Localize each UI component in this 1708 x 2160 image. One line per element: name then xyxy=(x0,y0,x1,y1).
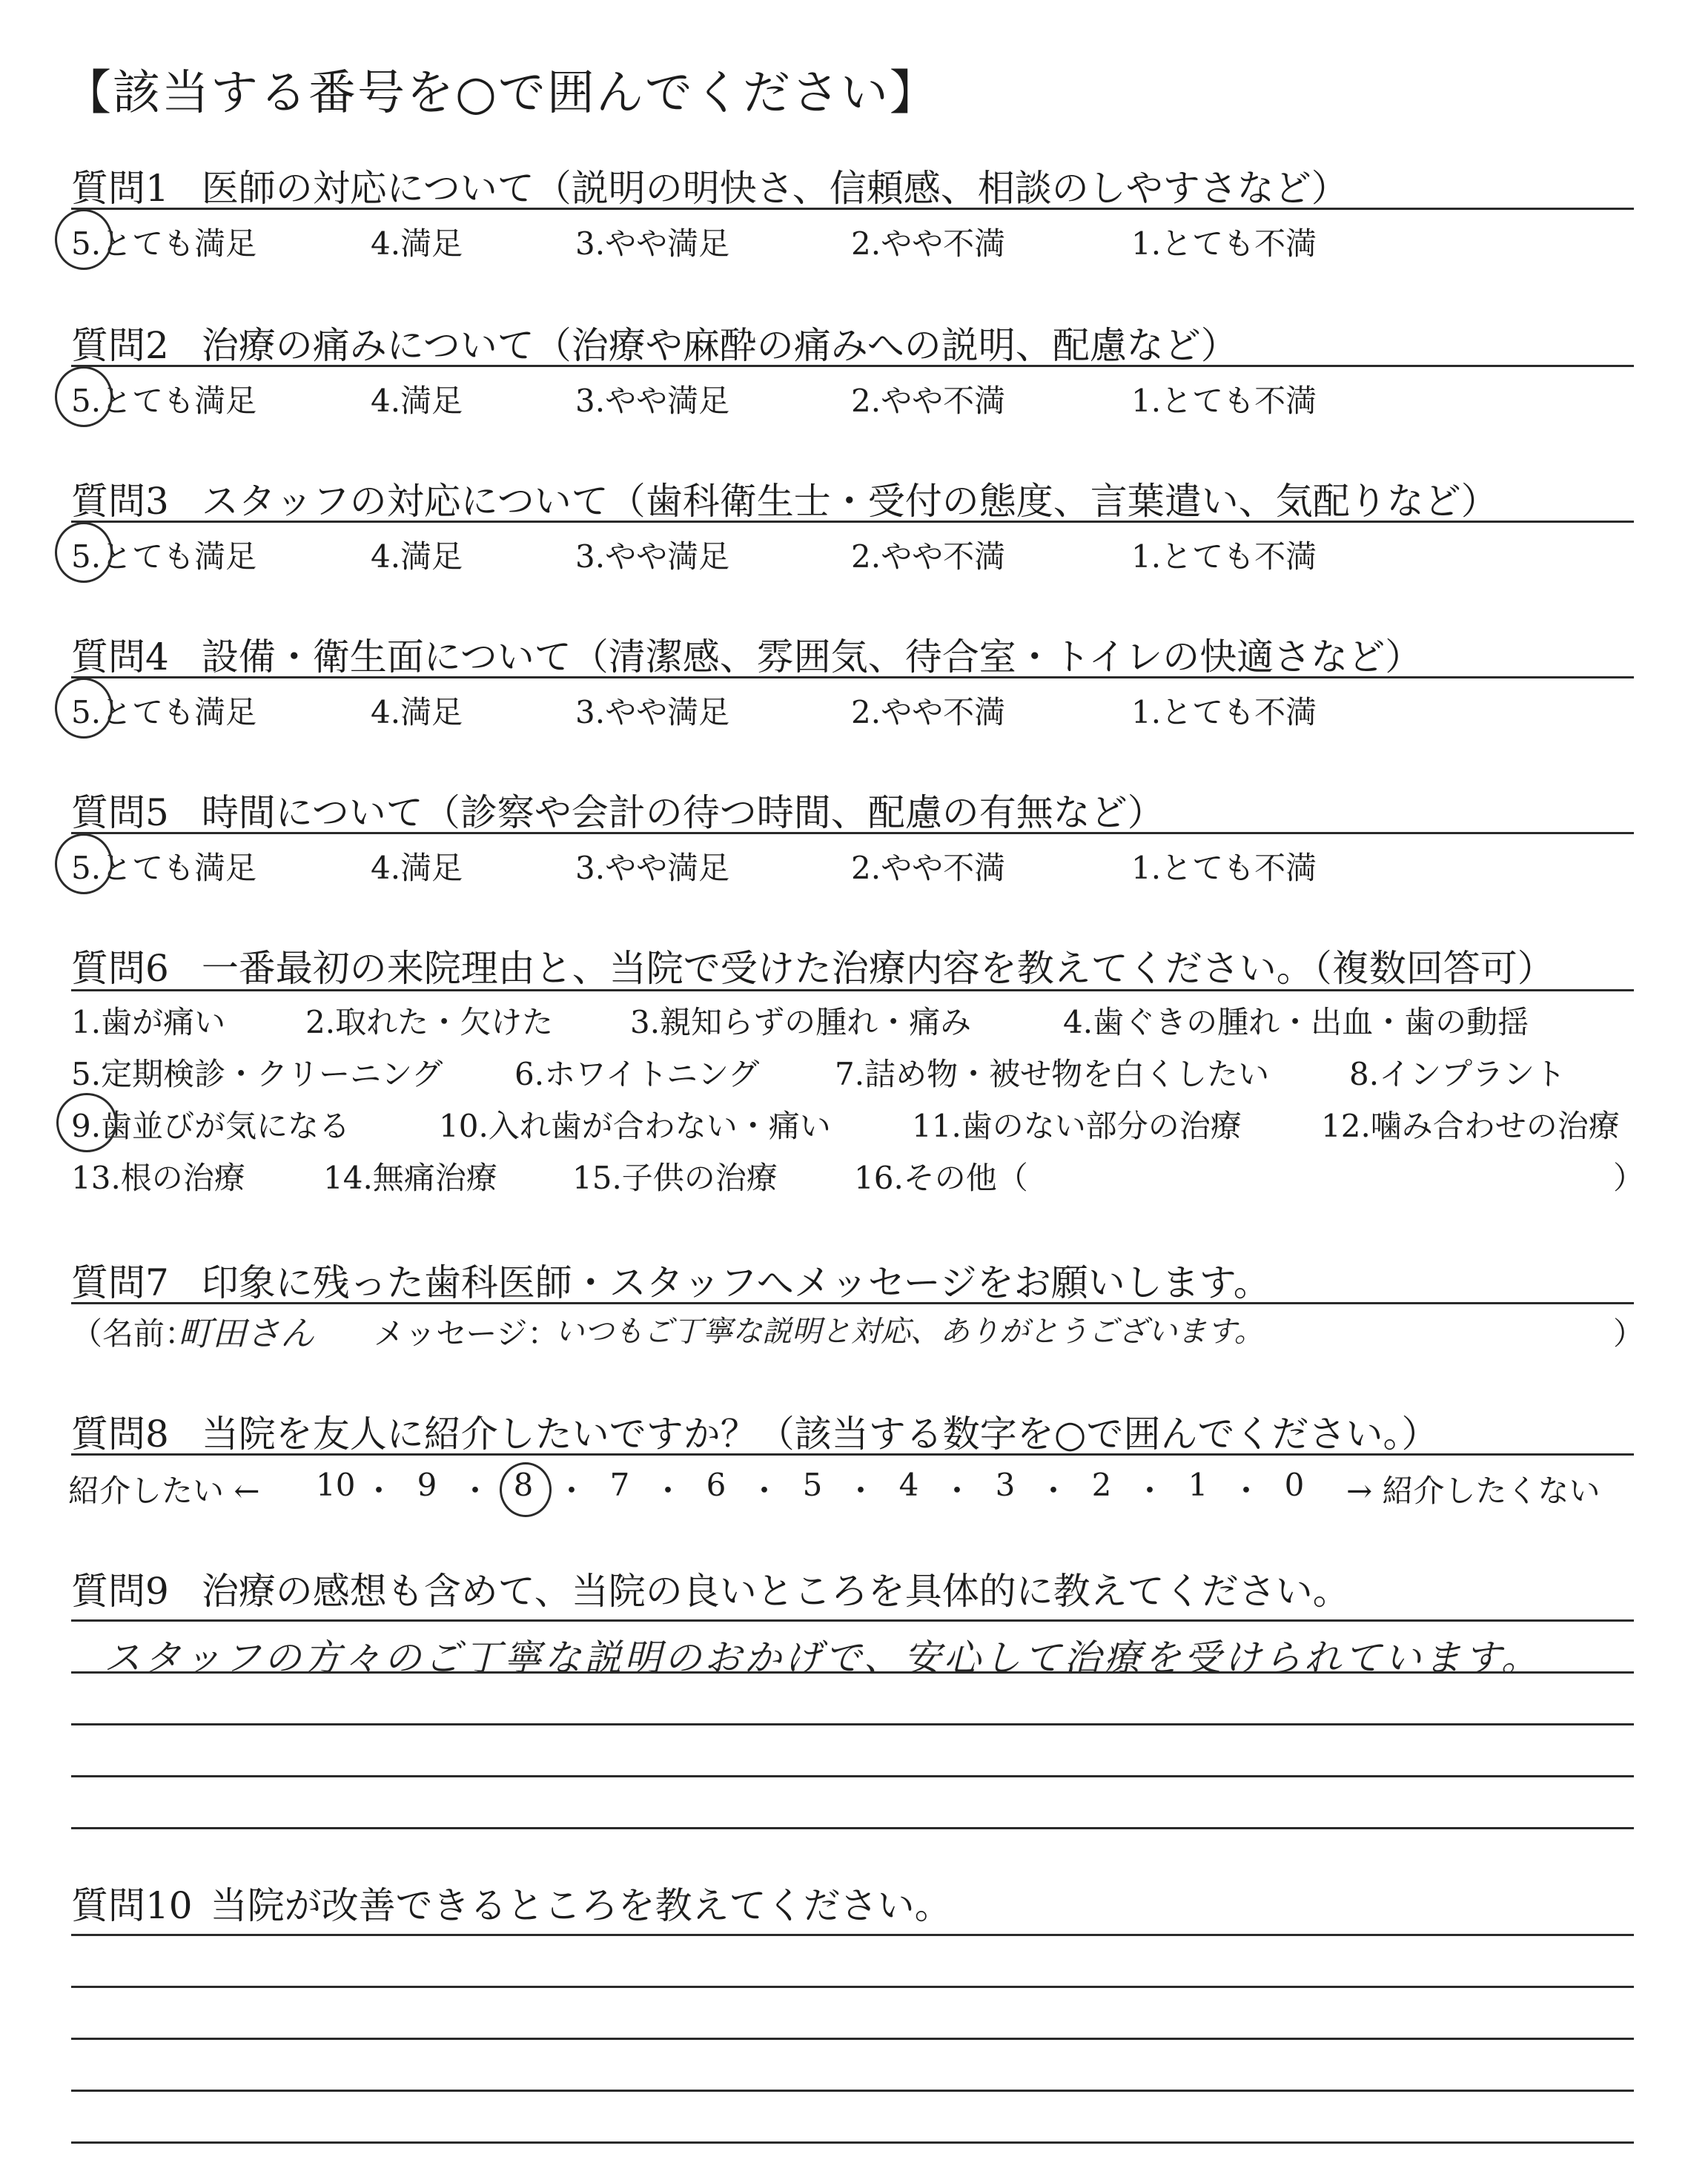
question-2-option[interactable]: 1.とても不満 xyxy=(1131,383,1317,419)
q6-option[interactable]: 1.歯が痛い xyxy=(71,1004,226,1040)
form-title: 【該当する番号を○で囲んでください】 xyxy=(64,66,939,121)
question-2-header xyxy=(71,316,1238,369)
question-5-rule xyxy=(71,832,1634,834)
question-5-option[interactable]: 1.とても不満 xyxy=(1131,850,1317,886)
q8-separator: ・ xyxy=(845,1473,877,1509)
q6-option[interactable]: 2.取れた・欠けた xyxy=(305,1004,554,1040)
question-3-option[interactable]: 5.とても満足 xyxy=(71,538,257,575)
question-5-option[interactable]: 3.やや満足 xyxy=(575,850,730,886)
q6-label: 質問6 xyxy=(71,947,169,990)
question-4-rule xyxy=(71,676,1634,678)
q6-selected-circle xyxy=(56,1093,117,1152)
question-text: 時間について（診察や会計の待つ時間、配慮の有無など） xyxy=(201,791,1165,834)
q6-option[interactable]: 9.歯並びが気になる xyxy=(71,1108,351,1144)
question-4-option[interactable]: 1.とても不満 xyxy=(1131,694,1317,730)
q10-line-1 xyxy=(71,1934,1634,1936)
q8-separator: ・ xyxy=(1134,1473,1166,1509)
question-3-answer-circle xyxy=(55,522,113,583)
question-3-header xyxy=(71,472,1498,525)
question-1-option[interactable]: 1.とても不満 xyxy=(1131,225,1317,262)
q6-header xyxy=(71,939,1555,992)
q7-close-paren: ） xyxy=(1613,1315,1645,1352)
q8-scale-value[interactable]: 7 xyxy=(609,1467,630,1503)
question-text: 医師の対応について（説明の明快さ、信頼感、相談のしやすさなど） xyxy=(201,167,1348,210)
q9-line-5 xyxy=(71,1827,1634,1829)
q6-other-close-paren: ） xyxy=(1613,1160,1645,1196)
q7-message-value[interactable]: いつもご丁寧な説明と対応、ありがとうございます。 xyxy=(555,1315,1264,1349)
question-1-rule xyxy=(71,208,1634,210)
question-1-header xyxy=(71,159,1348,212)
q8-scale-value[interactable]: 5 xyxy=(802,1467,823,1503)
q8-scale-value[interactable]: 0 xyxy=(1284,1467,1305,1503)
q10-line-2 xyxy=(71,1986,1634,1988)
q7-text: 印象に残った歯科医師・スタッフへメッセージをお願いします。 xyxy=(201,1261,1271,1304)
q8-scale-value[interactable]: 9 xyxy=(417,1467,437,1503)
q8-selected-circle xyxy=(500,1462,552,1517)
q10-line-3 xyxy=(71,2038,1634,2040)
question-label: 質問1 xyxy=(71,167,169,210)
q9-label: 質問9 xyxy=(71,1570,169,1613)
q8-separator: ・ xyxy=(556,1473,588,1509)
question-4-option[interactable]: 2.やや不満 xyxy=(851,694,1006,730)
question-5-answer-circle xyxy=(55,833,113,894)
question-5-option[interactable]: 4.満足 xyxy=(371,850,463,886)
question-3-rule xyxy=(71,521,1634,523)
question-1-option[interactable]: 2.やや不満 xyxy=(851,225,1006,262)
q7-rule xyxy=(71,1302,1634,1304)
q6-option[interactable]: 4.歯ぐきの腫れ・出血・歯の動揺 xyxy=(1063,1004,1529,1040)
question-label: 質問2 xyxy=(71,324,169,367)
question-1-answer-circle xyxy=(55,209,113,270)
q9-line-4 xyxy=(71,1775,1634,1777)
q8-text: 当院を友人に紹介したいですか？（該当する数字を○で囲んでください。） xyxy=(201,1413,1439,1456)
question-3-option[interactable]: 2.やや不満 xyxy=(851,538,1006,575)
q6-rule xyxy=(71,989,1634,991)
q7-label: 質問7 xyxy=(71,1261,169,1304)
question-4-option[interactable]: 5.とても満足 xyxy=(71,694,257,730)
question-label: 質問5 xyxy=(71,791,169,834)
question-2-rule xyxy=(71,365,1634,367)
q9-line-1 xyxy=(71,1619,1634,1622)
question-text: スタッフの対応について（歯科衛生士・受付の態度、言葉遣い、気配りなど） xyxy=(201,480,1498,523)
question-label: 質問4 xyxy=(71,635,169,678)
q10-text: 当院が改善できるところを教えてください。 xyxy=(210,1884,952,1927)
q8-separator: ・ xyxy=(1038,1473,1070,1509)
q6-option[interactable]: 5.定期検診・クリーニング xyxy=(71,1056,443,1092)
question-4-answer-circle xyxy=(55,678,113,739)
q9-header xyxy=(71,1562,1350,1615)
q8-label: 質問8 xyxy=(71,1413,169,1456)
q6-option[interactable]: 7.詰め物・被せ物を白くしたい xyxy=(835,1056,1270,1092)
q6-option[interactable]: 11.歯のない部分の治療 xyxy=(912,1108,1242,1144)
question-label: 質問3 xyxy=(71,480,169,523)
question-4-option[interactable]: 4.満足 xyxy=(371,694,463,730)
question-3-option[interactable]: 3.やや満足 xyxy=(575,538,730,575)
q7-name-label: （名前： xyxy=(71,1315,196,1352)
q10-line-4 xyxy=(71,2090,1634,2092)
q8-scale-value[interactable]: 8 xyxy=(513,1467,534,1503)
question-1-option[interactable]: 3.やや満足 xyxy=(575,225,730,262)
question-5-option[interactable]: 5.とても満足 xyxy=(71,850,257,886)
q10-line-5 xyxy=(71,2141,1634,2144)
q7-header xyxy=(71,1253,1271,1307)
q8-left-label: 紹介したい ← xyxy=(68,1473,260,1509)
q9-text: 治療の感想も含めて、当院の良いところを具体的に教えてください。 xyxy=(201,1570,1350,1613)
q8-scale-value[interactable]: 1 xyxy=(1188,1467,1208,1503)
q8-scale-value[interactable]: 10 xyxy=(316,1467,356,1503)
question-2-option[interactable]: 5.とても満足 xyxy=(71,383,257,419)
q6-option[interactable]: 15.子供の治療 xyxy=(572,1160,778,1196)
q6-option[interactable]: 8.インプラント xyxy=(1349,1056,1566,1092)
q8-separator: ・ xyxy=(941,1473,973,1509)
question-1-option[interactable]: 4.満足 xyxy=(371,225,463,262)
q6-text: 一番最初の来院理由と、当院で受けた治療内容を教えてください。（複数回答可） xyxy=(201,947,1555,990)
q8-separator: ・ xyxy=(460,1473,491,1509)
q6-option[interactable]: 10.入れ歯が合わない・痛い xyxy=(439,1108,831,1144)
q9-line-2 xyxy=(71,1671,1634,1674)
q9-line-3 xyxy=(71,1723,1634,1725)
q10-header xyxy=(71,1876,952,1929)
q7-name-value[interactable]: 町田さん xyxy=(178,1313,314,1353)
question-2-option[interactable]: 3.やや満足 xyxy=(575,383,730,419)
q6-option[interactable]: 12.噛み合わせの治療 xyxy=(1321,1108,1620,1144)
q6-option[interactable]: 16.その他（ xyxy=(854,1160,1028,1196)
q6-option[interactable]: 3.親知らずの腫れ・痛み xyxy=(630,1004,972,1040)
question-4-option[interactable]: 3.やや満足 xyxy=(575,694,730,730)
q8-header xyxy=(71,1404,1438,1458)
q6-option[interactable]: 14.無痛治療 xyxy=(323,1160,497,1196)
q8-scale-value[interactable]: 3 xyxy=(995,1467,1016,1503)
question-text: 治療の痛みについて（治療や麻酔の痛みへの説明、配慮など） xyxy=(201,324,1238,367)
q8-scale-value[interactable]: 2 xyxy=(1091,1467,1112,1503)
question-2-option[interactable]: 4.満足 xyxy=(371,383,463,419)
question-5-header xyxy=(71,783,1165,836)
q9-answer[interactable]: スタッフの方々のご丁寧な説明のおかげで、安心して治療を受けられています。 xyxy=(104,1636,1541,1680)
q8-separator: ・ xyxy=(1231,1473,1262,1509)
q8-rule xyxy=(71,1453,1634,1456)
q8-scale-value[interactable]: 6 xyxy=(706,1467,726,1503)
q6-option[interactable]: 13.根の治療 xyxy=(71,1160,245,1196)
q10-label: 質問10 xyxy=(71,1884,193,1927)
q6-option[interactable]: 6.ホワイトニング xyxy=(514,1056,760,1092)
question-2-answer-circle xyxy=(55,366,113,427)
question-5-option[interactable]: 2.やや不満 xyxy=(851,850,1006,886)
q8-scale-value[interactable]: 4 xyxy=(898,1467,919,1503)
q7-message-label: メッセージ： xyxy=(374,1315,559,1352)
question-3-option[interactable]: 1.とても不満 xyxy=(1131,538,1317,575)
question-2-option[interactable]: 2.やや不満 xyxy=(851,383,1006,419)
question-1-option[interactable]: 5.とても満足 xyxy=(71,225,257,262)
q8-separator: ・ xyxy=(749,1473,781,1509)
question-4-header xyxy=(71,627,1422,681)
question-text: 設備・衛生面について（清潔感、雰囲気、待合室・トイレの快適さなど） xyxy=(201,635,1423,678)
q8-right-label: → 紹介したくない xyxy=(1346,1473,1601,1509)
q8-separator: ・ xyxy=(363,1473,395,1509)
question-3-option[interactable]: 4.満足 xyxy=(371,538,463,575)
q8-separator: ・ xyxy=(652,1473,684,1509)
